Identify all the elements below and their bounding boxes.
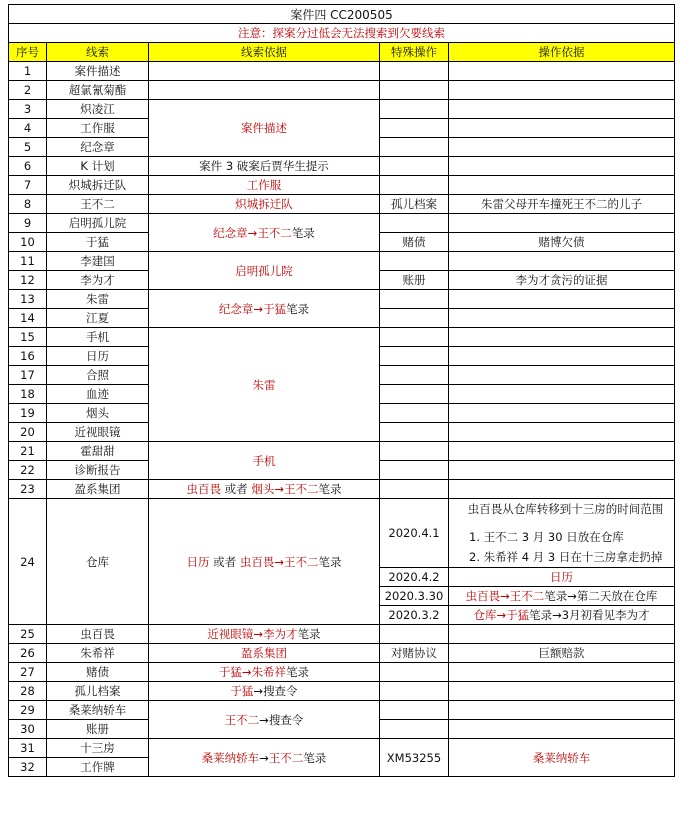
row-index: 28 — [9, 682, 47, 701]
clue-basis: 纪念章→于猛笔录 — [149, 290, 380, 328]
header-index: 序号 — [9, 43, 47, 62]
row-index: 23 — [9, 480, 47, 499]
row-index: 16 — [9, 347, 47, 366]
clue-name: 手机 — [47, 328, 149, 347]
clue-basis: 于猛→朱希祥笔录 — [149, 663, 380, 682]
row-index: 22 — [9, 461, 47, 480]
special-op: 2020.3.2 — [380, 606, 449, 625]
row-index: 3 — [9, 100, 47, 119]
row-index: 24 — [9, 499, 47, 625]
clue-basis: 日历 或者 虫百畏→王不二笔录 — [149, 499, 380, 625]
op-basis: 朱雷父母开车撞死王不二的儿子 — [449, 195, 675, 214]
row-index: 32 — [9, 758, 47, 777]
clue-name: 纪念章 — [47, 138, 149, 157]
special-op: 孤儿档案 — [380, 195, 449, 214]
op-basis: 巨额赔款 — [449, 644, 675, 663]
row-index: 31 — [9, 739, 47, 758]
row-index: 8 — [9, 195, 47, 214]
case-table — [8, 4, 675, 777]
clue-name: 霍甜甜 — [47, 442, 149, 461]
row-index: 15 — [9, 328, 47, 347]
op-basis: 赌博欠债 — [449, 233, 675, 252]
clue-basis: 案件 3 破案后贾华生提示 — [149, 157, 380, 176]
row-index: 5 — [9, 138, 47, 157]
clue-name: 近视眼镜 — [47, 423, 149, 442]
row-index: 17 — [9, 366, 47, 385]
case-title: 案件四 CC200505 — [9, 5, 675, 24]
clue-basis: 于猛→搜查令 — [149, 682, 380, 701]
clue-basis: 炽城拆迁队 — [149, 195, 380, 214]
clue-name: 账册 — [47, 720, 149, 739]
clue-name: 工作服 — [47, 119, 149, 138]
special-op: 2020.3.30 — [380, 587, 449, 606]
row-index: 7 — [9, 176, 47, 195]
header-special-op: 特殊操作 — [380, 43, 449, 62]
row-index: 1 — [9, 62, 47, 81]
row-index: 10 — [9, 233, 47, 252]
row-index: 19 — [9, 404, 47, 423]
clue-basis: 王不二→搜查令 — [149, 701, 380, 739]
special-op: 赌债 — [380, 233, 449, 252]
row-index: 26 — [9, 644, 47, 663]
clue-name: 工作牌 — [47, 758, 149, 777]
clue-name: 仓库 — [47, 499, 149, 625]
row-index: 6 — [9, 157, 47, 176]
clue-basis: 纪念章→王不二笔录 — [149, 214, 380, 252]
clue-name: 王不二 — [47, 195, 149, 214]
row-index: 12 — [9, 271, 47, 290]
clue-name: K 计划 — [47, 157, 149, 176]
clue-name: 盈系集团 — [47, 480, 149, 499]
clue-name: 朱雷 — [47, 290, 149, 309]
clue-name: 合照 — [47, 366, 149, 385]
clue-name: 孤儿档案 — [47, 682, 149, 701]
special-op: 对赌协议 — [380, 644, 449, 663]
row-index: 2 — [9, 81, 47, 100]
clue-name: 诊断报告 — [47, 461, 149, 480]
row-index: 27 — [9, 663, 47, 682]
clue-name: 启明孤儿院 — [47, 214, 149, 233]
row-index: 29 — [9, 701, 47, 720]
row-index: 14 — [9, 309, 47, 328]
clue-name: 炽凌江 — [47, 100, 149, 119]
op-basis: 桑莱纳轿车 — [449, 739, 675, 777]
clue-basis: 工作服 — [149, 176, 380, 195]
header-clue-basis: 线索依据 — [149, 43, 380, 62]
clue-name: 案件描述 — [47, 62, 149, 81]
clue-name: 血迹 — [47, 385, 149, 404]
header-clue: 线索 — [47, 43, 149, 62]
clue-basis: 案件描述 — [149, 100, 380, 157]
clue-basis: 盈系集团 — [149, 644, 380, 663]
clue-basis: 朱雷 — [149, 328, 380, 442]
row-index: 20 — [9, 423, 47, 442]
clue-basis: 近视眼镜→李为才笔录 — [149, 625, 380, 644]
row-index: 18 — [9, 385, 47, 404]
row-index: 30 — [9, 720, 47, 739]
row-index: 25 — [9, 625, 47, 644]
clue-name: 李建国 — [47, 252, 149, 271]
clue-name: 日历 — [47, 347, 149, 366]
clue-name: 炽城拆迁队 — [47, 176, 149, 195]
clue-name: 朱希祥 — [47, 644, 149, 663]
clue-basis: 虫百畏 或者 烟头→王不二笔录 — [149, 480, 380, 499]
clue-basis: 手机 — [149, 442, 380, 480]
op-basis: 日历 — [449, 568, 675, 587]
row-index: 13 — [9, 290, 47, 309]
clue-name: 桑莱纳轿车 — [47, 701, 149, 720]
special-op: 2020.4.2 — [380, 568, 449, 587]
special-op: 账册 — [380, 271, 449, 290]
clue-name: 李为才 — [47, 271, 149, 290]
row-index: 21 — [9, 442, 47, 461]
clue-basis: 桑莱纳轿车→王不二笔录 — [149, 739, 380, 777]
special-op: XM53255 — [380, 739, 449, 777]
clue-name: 江夏 — [47, 309, 149, 328]
clue-basis: 启明孤儿院 — [149, 252, 380, 290]
special-op: 2020.4.1 — [380, 499, 449, 568]
op-basis: 仓库→于猛笔录→3月初看见李为才 — [449, 606, 675, 625]
clue-name: 于猛 — [47, 233, 149, 252]
row-index: 11 — [9, 252, 47, 271]
op-basis: 虫百畏→王不二笔录→第二天放在仓库 — [449, 587, 675, 606]
clue-name: 超氯氰菊酯 — [47, 81, 149, 100]
clue-name: 十三房 — [47, 739, 149, 758]
op-basis: 虫百畏从仓库转移到十三房的时间范围 1. 王不二 3 月 30 日放在仓库 2. 朱希祥 4 月 3 日在十三房拿走扔掉 — [449, 499, 675, 568]
clue-name: 虫百畏 — [47, 625, 149, 644]
row-index: 9 — [9, 214, 47, 233]
clue-name: 烟头 — [47, 404, 149, 423]
header-op-basis: 操作依据 — [449, 43, 675, 62]
clue-name: 赌债 — [47, 663, 149, 682]
row-index: 4 — [9, 119, 47, 138]
op-basis: 李为才贪污的证据 — [449, 271, 675, 290]
notice-text: 注意：探案分过低会无法搜索到欠要线索 — [9, 24, 675, 43]
